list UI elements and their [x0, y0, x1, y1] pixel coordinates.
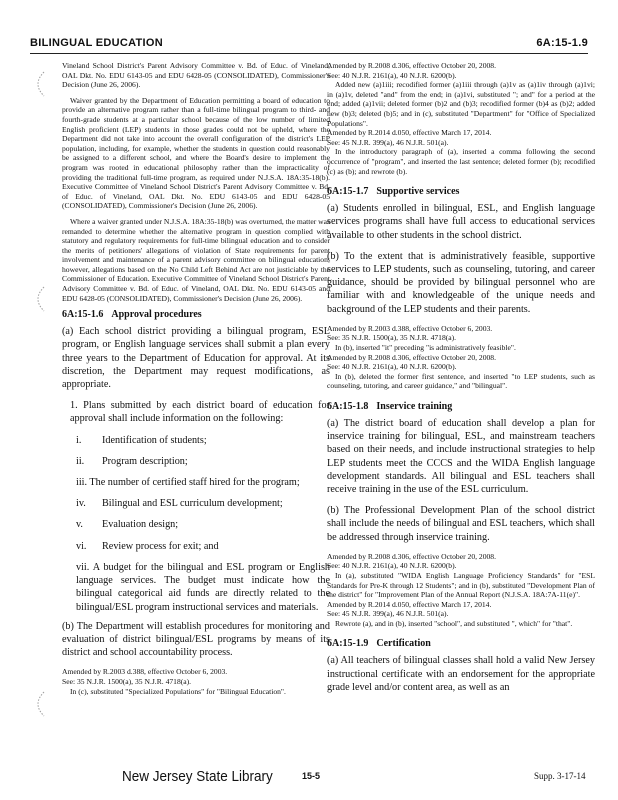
section-heading [327, 401, 595, 412]
amendment-note: Amended by R.2003 d.388, effective October 6, 2003. [327, 323, 493, 333]
body-paragraph: (a) The district board of education shall develop a plan for inservice training for bilingual, ESL, and mainstream teachers based on their needs, and include instructional strategies to help LEP students meet the CCCS and the WIDA English language development standards. All bilingual and ESL teachers shall receive training in the use of the ESL curriculum. [327, 417, 595, 495]
amendment-note: In the introductory paragraph of (a), inserted a comma following the second occurrence of "program", and inserted the last sentence; deleted former (b); recodified (c) as (b); and rewrote (b). [327, 147, 595, 176]
amendment-note: Amended by R.2003 d.388, effective October 6, 2003. [62, 667, 228, 677]
list-item: vi. Review process for exit; and [76, 540, 219, 552]
header-rule [30, 53, 588, 54]
amendment-note: In (b), deleted the former first sentence, and inserted "to LEP students, such as counseling, tutoring, and career guidance," and "bilingual". [327, 371, 595, 391]
case-note: Waiver granted by the Department of Education permitting a board of education to provide an alternative program rather than a full-time bilingual program to third- and fourth-grade students at a particular school because of the low number of limited English proficient (LEP) students in those grades could not be upheld, where the Department did not take into account the overall configuration of the district's LEP population, including, for example, whether the students in question could reasonably be assigned to a different school, and where the Board's desire to implement the program was rooted in educational philosophy rather than the impracticality of providing the traditional full-time program, as required under N.J.S.A. 18A:35-18(b). Executive Committee of Vineland School District's Parent Advisory Committee v. Bd. of Educ. of Vineland, OAL Dkt. No. EDU 6143-05 and EDU 6428-05 (CONSOLIDATED), Commissioner's Decision (June 26, 2006). [62, 95, 330, 211]
body-paragraph: (a) All teachers of bilingual classes shall hold a valid New Jersey instructional certificate with an endorsement for the appropriate grade level and/or content area, as well as an [327, 655, 595, 693]
section-number: 6A:15-1.8 [327, 400, 369, 412]
body-paragraph: (a) Each school district providing a bilingual program, ESL program, or English language services shall submit a plan every three years to the Department of Education for approval. At its discretion, the Department may request modifications, as appropriate. [62, 326, 330, 391]
amendment-note: In (b), inserted "it" preceding "is administratively feasible". [335, 342, 516, 352]
list-item: iv. Bilingual and ESL curriculum development; [76, 498, 283, 510]
amendment-note: Amended by R.2014 d.050, effective March 17, 2014. [327, 599, 492, 609]
body-paragraph: (b) The Professional Development Plan of the school district shall include the needs of bilingual and ESL teachers, which shall be addressed through inservice training. [327, 505, 595, 543]
list-item: ii. Program description; [76, 455, 188, 467]
section-title: Inservice training [376, 400, 453, 412]
page-number: 15-5 [302, 771, 321, 781]
section-title: Certification [376, 638, 431, 650]
list-item: vii. A budget for the bilingual and ESL program or English language services. The budget must indicate how the bilingual categorical aid funds are directly related to the bilingual/ESL program instructional services and materials. [76, 561, 330, 613]
requirements-list [62, 399, 330, 613]
section-number: 6A:15-1.7 [327, 186, 369, 198]
list-item: v. Evaluation design; [76, 519, 179, 531]
running-header [30, 37, 588, 49]
amendment-note: See: 45 N.J.R. 399(a), 46 N.J.R. 501(a). [327, 137, 449, 147]
amendment-note: In (c), substituted "Specialized Populations" for "Bilingual Education". [70, 686, 286, 696]
amendment-note: Amended by R.2008 d.306, effective October 20, 2008. [327, 61, 496, 70]
section-heading [327, 638, 595, 649]
list-item: i. Identification of students; [76, 434, 207, 446]
amendment-note: In (a), substituted "WIDA English Language Proficiency Standards" for "ESL Standards for Pre-K through 12 Students"; and in (b), substituted "Development Plan of the district" for "Improvement Plan of the Annual Report (N.J.S.A. 18A:7A-11(e)". [327, 570, 595, 600]
binder-hole-mark [30, 285, 46, 313]
library-logo: New Jersey State Library [122, 768, 273, 785]
section-number: 6A:15-1.6 [62, 309, 104, 321]
amendment-note: Added new (a)1iii; recodified former (a)1iii through (a)1v as (a)1iv through (a)1vi; in (a)1v, deleted "and" from the end; in (a)1vi, substituted "; and" for a period at the end; added (a)1vii; deleted former (b)2 and (b)3; recodified former (b)4 as (b)2; added new (b)3; deleted (b)5; and in (c), substituted "Department" for "Office of Specialized Populations". [327, 80, 595, 128]
section-heading [62, 309, 330, 320]
header-title: BILINGUAL EDUCATION [30, 37, 164, 49]
amendment-note: See: 35 N.J.R. 1500(a), 35 N.J.R. 4718(a). [62, 676, 192, 686]
section-heading [327, 186, 595, 197]
amendment-note: See: 40 N.J.R. 2161(a), 40 N.J.R. 6200(b). [327, 362, 457, 372]
binder-hole-mark [30, 690, 46, 718]
amendment-note: See: 35 N.J.R. 1500(a), 35 N.J.R. 4718(a). [327, 333, 457, 343]
amendment-note: See: 40 N.J.R. 2161(a), 40 N.J.R. 6200(b). [327, 561, 457, 571]
binder-hole-mark [30, 70, 46, 98]
case-note: Vineland School District's Parent Advisory Committee v. Bd. of Educ. of Vineland, OAL Dkt. No. EDU 6143-05 and EDU 6428-05 (CONSOLIDATED), Commissioner's Decision (June 26, 2006). [62, 61, 330, 90]
section-title: Supportive services [376, 186, 460, 198]
case-note: Where a waiver granted under N.J.S.A. 18A:35-18(b) was overturned, the matter was remanded to determine whether the alternative program in question complied with statutory and regulatory requirements for full-time bilingual education and to consider the merits of petitioners' allegations of violation of State requirements for parent involvement and maintenance of a parent advisory committee on bilingual education; however, allegations based on the No Child Left Behind Act are not justiciable by the Commissioner of Education. Executive Committee of Vineland School District's Parent Advisory Committee v. Bd. of Educ. of Vineland, OAL Dkt. No. EDU 6143-05 and EDU 6428-05 (CONSOLIDATED), Commissioner's Decision (June 26, 2006). [62, 216, 330, 303]
section-number: 6A:15-1.9 [327, 638, 369, 650]
amendment-note: Amended by R.2014 d.050, effective March 17, 2014. [327, 128, 492, 138]
section-title: Approval procedures [111, 309, 202, 321]
body-paragraph: (b) To the extent that is administratively feasible, supportive services to LEP students, such as counseling, tutoring, and career guidance, should be provided by bilingual personnel who are familiar with and knowledgeable of the unique needs and background of the LEP students and their parents. [327, 250, 595, 315]
amendment-note: Rewrote (a), and in (b), inserted "school", and substituted ", which" for "that". [335, 618, 573, 628]
supplement-date: Supp. 3-17-14 [534, 771, 586, 781]
list-item: iii. The number of certified staff hired for the program; [76, 477, 300, 489]
amendment-note: See: 40 N.J.R. 2161(a), 40 N.J.R. 6200(b). [327, 70, 457, 80]
body-paragraph: (b) The Department will establish procedures for monitoring and evaluation of district bilingual/ESL programs by means of its district and school accountability process. [62, 620, 330, 659]
list-item: 1. Plans submitted by each district board of education for approval shall include information on the following: [70, 400, 330, 425]
header-section: 6A:15-1.9 [536, 37, 588, 49]
amendment-note: Amended by R.2008 d.306, effective October 20, 2008. [327, 352, 496, 362]
right-column [327, 61, 595, 702]
amendment-note: See: 45 N.J.R. 399(a), 46 N.J.R. 501(a). [327, 609, 449, 619]
amendment-note: Amended by R.2008 d.306, effective October 20, 2008. [327, 551, 496, 561]
body-paragraph: (a) Students enrolled in bilingual, ESL, and English language services programs shall have full access to educational services available to other students in the school district. [327, 203, 595, 241]
left-column [62, 61, 330, 696]
